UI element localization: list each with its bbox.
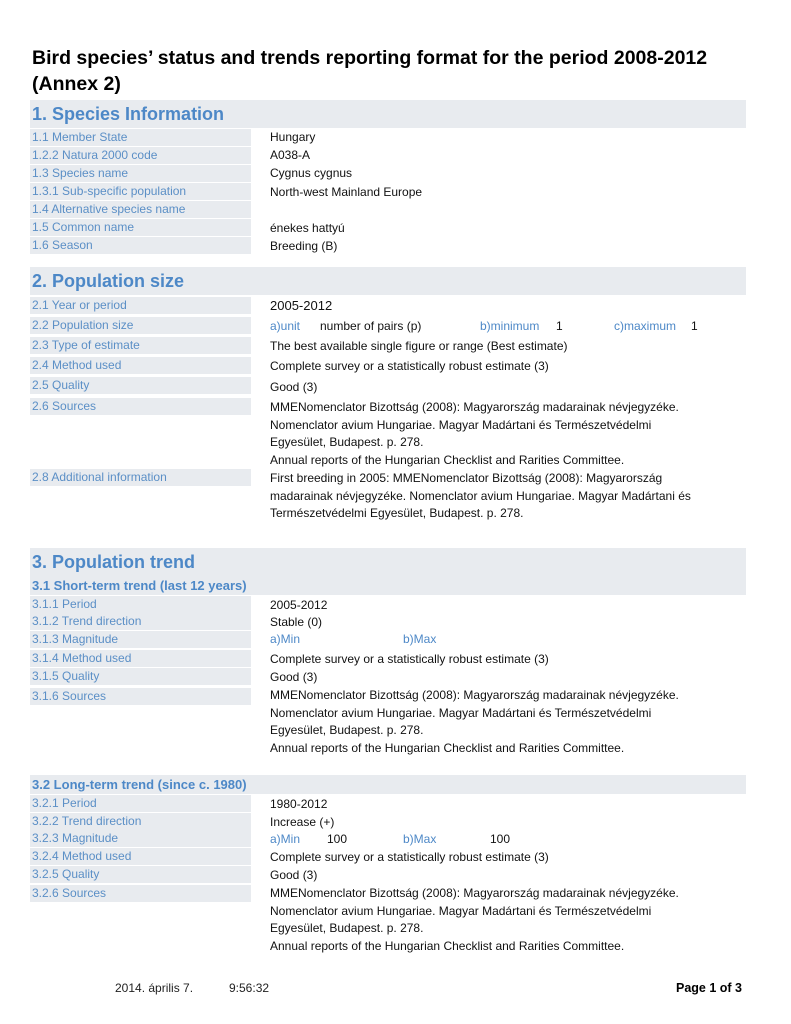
- short-max-label: b)Max: [403, 632, 437, 646]
- value-long-quality: Good (3): [270, 868, 318, 882]
- value-season: Breeding (B): [270, 239, 338, 253]
- label-long-magnitude: 3.2.3 Magnitude: [30, 830, 251, 847]
- title-line-1: Bird species’ status and trends reporting format for the period 2008-2012: [32, 47, 708, 69]
- label-species-name: 1.3 Species name: [30, 165, 251, 182]
- footer-date: 2014. április 7.: [115, 981, 194, 995]
- footer-time: 9:56:32: [229, 981, 270, 995]
- label-short-magnitude: 3.1.3 Magnitude: [30, 631, 251, 648]
- label-short-trend-direction: 3.1.2 Trend direction: [30, 613, 251, 630]
- population-size-values: [270, 319, 698, 333]
- value-sub-specific-population: North-west Mainland Europe: [270, 185, 423, 199]
- label-sub-specific-population: 1.3.1 Sub-specific population: [30, 183, 251, 200]
- subsection-long-term-trend: 3.2 Long-term trend (since c. 1980): [30, 775, 746, 794]
- section-heading: 2. Population size: [32, 271, 185, 291]
- label-short-sources: 3.1.6 Sources: [30, 688, 251, 705]
- label-year-or-period: 2.1 Year or period: [30, 297, 251, 314]
- value-long-trend-direction: Increase (+): [270, 815, 335, 829]
- label-type-of-estimate: 2.3 Type of estimate: [30, 337, 251, 354]
- section-heading: 1. Species Information: [32, 104, 225, 124]
- value-short-method-used: Complete survey or a statistically robust estimate (3): [270, 652, 549, 666]
- value-year-or-period: 2005-2012: [270, 298, 333, 313]
- long-max-value: 100: [490, 832, 511, 846]
- maximum-label: c)maximum: [614, 319, 676, 333]
- value-short-quality: Good (3): [270, 670, 318, 684]
- label-population-size: 2.2 Population size: [30, 317, 251, 334]
- long-magnitude-values: [270, 832, 511, 846]
- label-natura-code: 1.2.2 Natura 2000 code: [30, 147, 251, 164]
- label-long-period: 3.2.1 Period: [30, 795, 251, 812]
- label-short-quality: 3.1.5 Quality: [30, 668, 251, 685]
- maximum-value: 1: [691, 319, 698, 333]
- value-long-period: 1980-2012: [270, 797, 328, 811]
- unit-value: number of pairs (p): [320, 319, 422, 333]
- value-method-used: Complete survey or a statistically robust estimate (3): [270, 359, 549, 373]
- label-long-method-used: 3.2.4 Method used: [30, 848, 251, 865]
- long-min-label: a)Min: [270, 832, 301, 846]
- label-member-state: 1.1 Member State: [30, 129, 251, 146]
- long-min-value: 100: [327, 832, 348, 846]
- label-short-method-used: 3.1.4 Method used: [30, 650, 251, 667]
- value-natura-code: A038-A: [270, 148, 311, 162]
- section-population-size: [30, 267, 746, 295]
- value-short-period: 2005-2012: [270, 598, 328, 612]
- value-additional-information: First breeding in 2005: MMENomenclator Bizottság (2008): Magyarország madarainak névjegyzéke. Nomenclator avium Hungariae. Magyar Madártani és Természetvédelmi Egyesület, Budapest. p. 278.: [270, 471, 691, 520]
- label-method-used: 2.4 Method used: [30, 357, 251, 374]
- page-number: Page 1 of 3: [676, 981, 742, 995]
- unit-label: a)unit: [270, 319, 301, 333]
- section-population-trend: [30, 548, 746, 576]
- label-long-trend-direction: 3.2.2 Trend direction: [30, 813, 251, 830]
- label-additional-information: 2.8 Additional information: [30, 469, 251, 486]
- minimum-label: b)minimum: [480, 319, 540, 333]
- label-sources: 2.6 Sources: [30, 398, 251, 415]
- section-species-information: [30, 100, 746, 128]
- value-species-name: Cygnus cygnus: [270, 166, 353, 180]
- label-common-name: 1.5 Common name: [30, 219, 251, 236]
- value-long-sources: MMENomenclator Bizottság (2008): Magyarország madarainak névjegyzéke. Nomenclator avium Hungariae. Magyar Madártani és Természetvédelmi Egyesület, Budapest. p. 278. Annual reports of the Hungarian Checklist and Rarities Committee.: [270, 886, 679, 953]
- subsection-short-term-trend: 3.1 Short-term trend (last 12 years): [30, 576, 746, 595]
- label-season: 1.6 Season: [30, 237, 251, 254]
- label-quality: 2.5 Quality: [30, 377, 251, 394]
- value-quality: Good (3): [270, 380, 318, 394]
- value-short-trend-direction: Stable (0): [270, 615, 323, 629]
- minimum-value: 1: [556, 319, 563, 333]
- document-title: [32, 45, 762, 97]
- value-sources: MMENomenclator Bizottság (2008): Magyarország madarainak névjegyzéke. Nomenclator avium Hungariae. Magyar Madártani és Természetvédelmi Egyesület, Budapest. p. 278. Annual reports of the Hungarian Checklist and Rarities Committee.: [270, 400, 679, 467]
- long-max-label: b)Max: [403, 832, 437, 846]
- label-alternative-species-name: 1.4 Alternative species name: [30, 201, 251, 218]
- value-type-of-estimate: The best available single figure or range (Best estimate): [270, 339, 568, 353]
- short-min-label: a)Min: [270, 632, 301, 646]
- label-long-quality: 3.2.5 Quality: [30, 866, 251, 883]
- value-long-method-used: Complete survey or a statistically robust estimate (3): [270, 850, 549, 864]
- short-magnitude-values: [270, 632, 437, 646]
- value-short-sources: MMENomenclator Bizottság (2008): Magyarország madarainak névjegyzéke. Nomenclator avium Hungariae. Magyar Madártani és Természetvédelmi Egyesület, Budapest. p. 278. Annual reports of the Hungarian Checklist and Rarities Committee.: [270, 688, 679, 755]
- label-short-period: 3.1.1 Period: [30, 596, 251, 613]
- title-line-2: (Annex 2): [32, 73, 121, 95]
- value-member-state: Hungary: [270, 130, 316, 144]
- section-heading: 3. Population trend: [32, 552, 196, 572]
- value-common-name: énekes hattyú: [270, 221, 345, 235]
- label-long-sources: 3.2.6 Sources: [30, 885, 251, 902]
